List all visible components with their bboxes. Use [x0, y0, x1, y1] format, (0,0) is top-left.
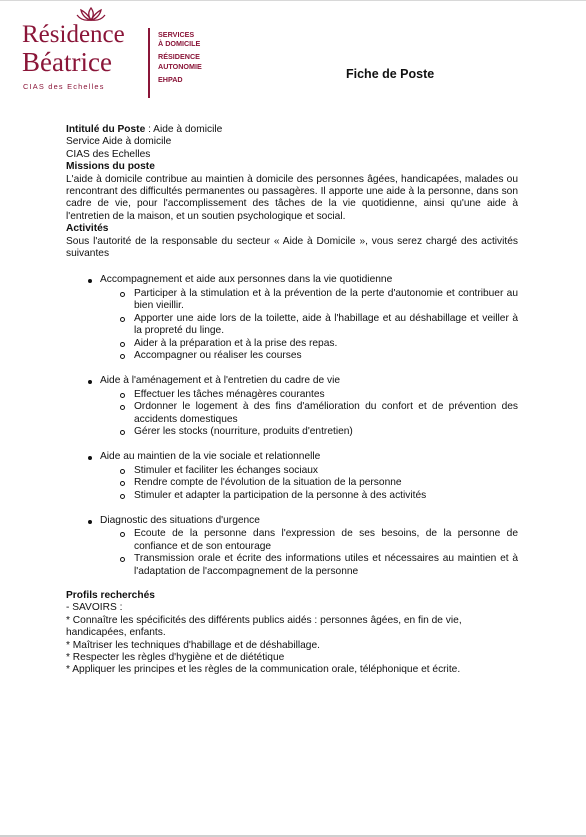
- intitule-cias: CIAS des Echelles: [66, 148, 151, 160]
- activity-sub-item-text: Transmission orale et écrite des informations utiles et nécessaires au maintien et à l'adaptation de l'accompagnement de la personne: [134, 553, 518, 577]
- activity-sub-item-text: Stimuler et faciliter les échanges sociaux: [134, 464, 319, 476]
- hollow-bullet-icon: [120, 317, 125, 322]
- intitule-label: Intitulé du Poste: [66, 124, 146, 135]
- activity-block-title: Aide au maintien de la vie sociale et relationnelle: [100, 451, 321, 463]
- hollow-bullet-icon: [120, 405, 125, 410]
- service-label: À DOMICILE: [158, 39, 201, 49]
- activity-sub-item-text: Participer à la stimulation et à la prévention de la perte d'autonomie et contribuer au bien vieillir.: [134, 287, 518, 312]
- profil-item: * Maîtriser les techniques d'habillage et de déshabillage.: [66, 639, 320, 651]
- hollow-bullet-icon: [120, 292, 125, 297]
- activity-block-title: Diagnostic des situations d'urgence: [100, 514, 260, 526]
- document-body: [66, 124, 518, 677]
- activity-sub-list: [100, 389, 518, 439]
- page-top-border: [0, 0, 586, 1]
- activity-sub-item: [100, 389, 518, 401]
- activity-block: [66, 375, 518, 438]
- profil-item: * Connaître les spécificités des différents publics aidés : personnes âgées, en fin de vie, handicapées, enfants.: [66, 614, 462, 639]
- missions-heading: Missions du poste: [66, 161, 155, 173]
- activity-sub-item-text: Ordonner le logement à des fins d'amélioration du confort et de prévention des accidents domestiques: [134, 401, 518, 425]
- activity-sub-item-text: Gérer les stocks (nourriture, produits d'entretien): [134, 425, 353, 437]
- logo-subtitle: CIAS des Echelles: [23, 82, 105, 91]
- missions-text: L'aide à domicile contribue au maintien à domicile des personnes âgées, handicapées, malades ou rencontrant des difficultés permanentes ou passagères. Il apporte une aide à la personne, dans son cadre de vie, pour l'accomplissement des tâches de la vie quotidienne, ainsi qu'une aide à l'entretien de la maison, et un soutien psychologique et social.: [66, 173, 518, 222]
- activity-sub-item: [100, 313, 518, 338]
- activity-sub-item-text: Effectuer les tâches ménagères courantes: [134, 388, 325, 400]
- profils-heading: Profils recherchés: [66, 590, 155, 601]
- activites-intro: Sous l'autorité de la responsable du secteur « Aide à Domicile », vous serez chargé des activités suivantes: [66, 235, 518, 260]
- logo-text-beatrice: Béatrice: [22, 47, 112, 77]
- services-list: [158, 30, 202, 84]
- activity-sub-item: [100, 553, 518, 578]
- profils-section: [66, 590, 518, 677]
- hollow-bullet-icon: [120, 481, 125, 486]
- document-title: Fiche de Poste: [346, 67, 435, 81]
- logo-text-residence: Résidence: [22, 21, 125, 48]
- bullet-icon: [88, 380, 92, 384]
- hollow-bullet-icon: [120, 354, 125, 359]
- hollow-bullet-icon: [120, 393, 125, 398]
- activity-sub-item: [100, 288, 518, 313]
- residence-beatrice-logo: [18, 6, 148, 94]
- activity-sub-list: [100, 288, 518, 362]
- hollow-bullet-icon: [120, 469, 125, 474]
- intitule-line: [66, 124, 518, 136]
- activity-sub-item: [100, 477, 518, 489]
- bullet-icon: [88, 520, 92, 524]
- activity-sub-item: [100, 528, 518, 553]
- hollow-bullet-icon: [120, 557, 125, 562]
- bullet-icon: [88, 456, 92, 460]
- hollow-bullet-icon: [120, 342, 125, 347]
- hollow-bullet-icon: [120, 430, 125, 435]
- activity-sub-item-text: Apporter une aide lors de la toilette, aide à l'habillage et au déshabillage et veiller à la propreté du linge.: [134, 312, 518, 337]
- service-label: RÉSIDENCE: [158, 52, 200, 62]
- activity-block-title: Aide à l'aménagement et à l'entretien du cadre de vie: [100, 375, 341, 387]
- service-label: SERVICES: [158, 30, 195, 39]
- activity-block: [66, 274, 518, 362]
- activity-sub-item: [100, 350, 518, 362]
- activity-sub-item: [100, 401, 518, 426]
- activity-sub-item-text: Accompagner ou réaliser les courses: [134, 349, 302, 361]
- activity-sub-item-text: Aider à la préparation et à la prise des repas.: [134, 337, 338, 349]
- hollow-bullet-icon: [120, 532, 125, 537]
- service-label: EHPAD: [158, 74, 183, 84]
- logo-separator: [148, 28, 150, 98]
- activity-block: [66, 515, 518, 578]
- activity-sub-item: [100, 426, 518, 438]
- activity-blocks: [66, 274, 518, 578]
- service-label: AUTONOMIE: [158, 61, 202, 71]
- activity-block: [66, 451, 518, 502]
- activity-block-title: Accompagnement et aide aux personnes dans la vie quotidienne: [100, 274, 393, 286]
- activites-heading: Activités: [66, 223, 109, 235]
- activity-sub-item-text: Ecoute de la personne dans l'expression de ses besoins, de la personne de confiance et de son entourage: [134, 528, 518, 552]
- bullet-icon: [88, 279, 92, 283]
- activity-sub-list: [100, 465, 518, 502]
- activity-sub-list: [100, 528, 518, 578]
- savoirs-label: - SAVOIRS :: [66, 602, 123, 614]
- activity-sub-item: [100, 338, 518, 350]
- hollow-bullet-icon: [120, 494, 125, 499]
- activity-sub-item: [100, 465, 518, 477]
- intitule-value: : Aide à domicile: [145, 124, 223, 135]
- activity-sub-item: [100, 490, 518, 502]
- intitule-service: Service Aide à domicile: [66, 136, 172, 148]
- profil-item: * Appliquer les principes et les règles de la communication orale, téléphonique et écrite.: [66, 664, 461, 676]
- activity-sub-item-text: Stimuler et adapter la participation de la personne à des activités: [134, 489, 427, 501]
- profil-item: * Respecter les règles d'hygiène et de diététique: [66, 652, 285, 664]
- activity-sub-item-text: Rendre compte de l'évolution de la situation de la personne: [134, 477, 402, 489]
